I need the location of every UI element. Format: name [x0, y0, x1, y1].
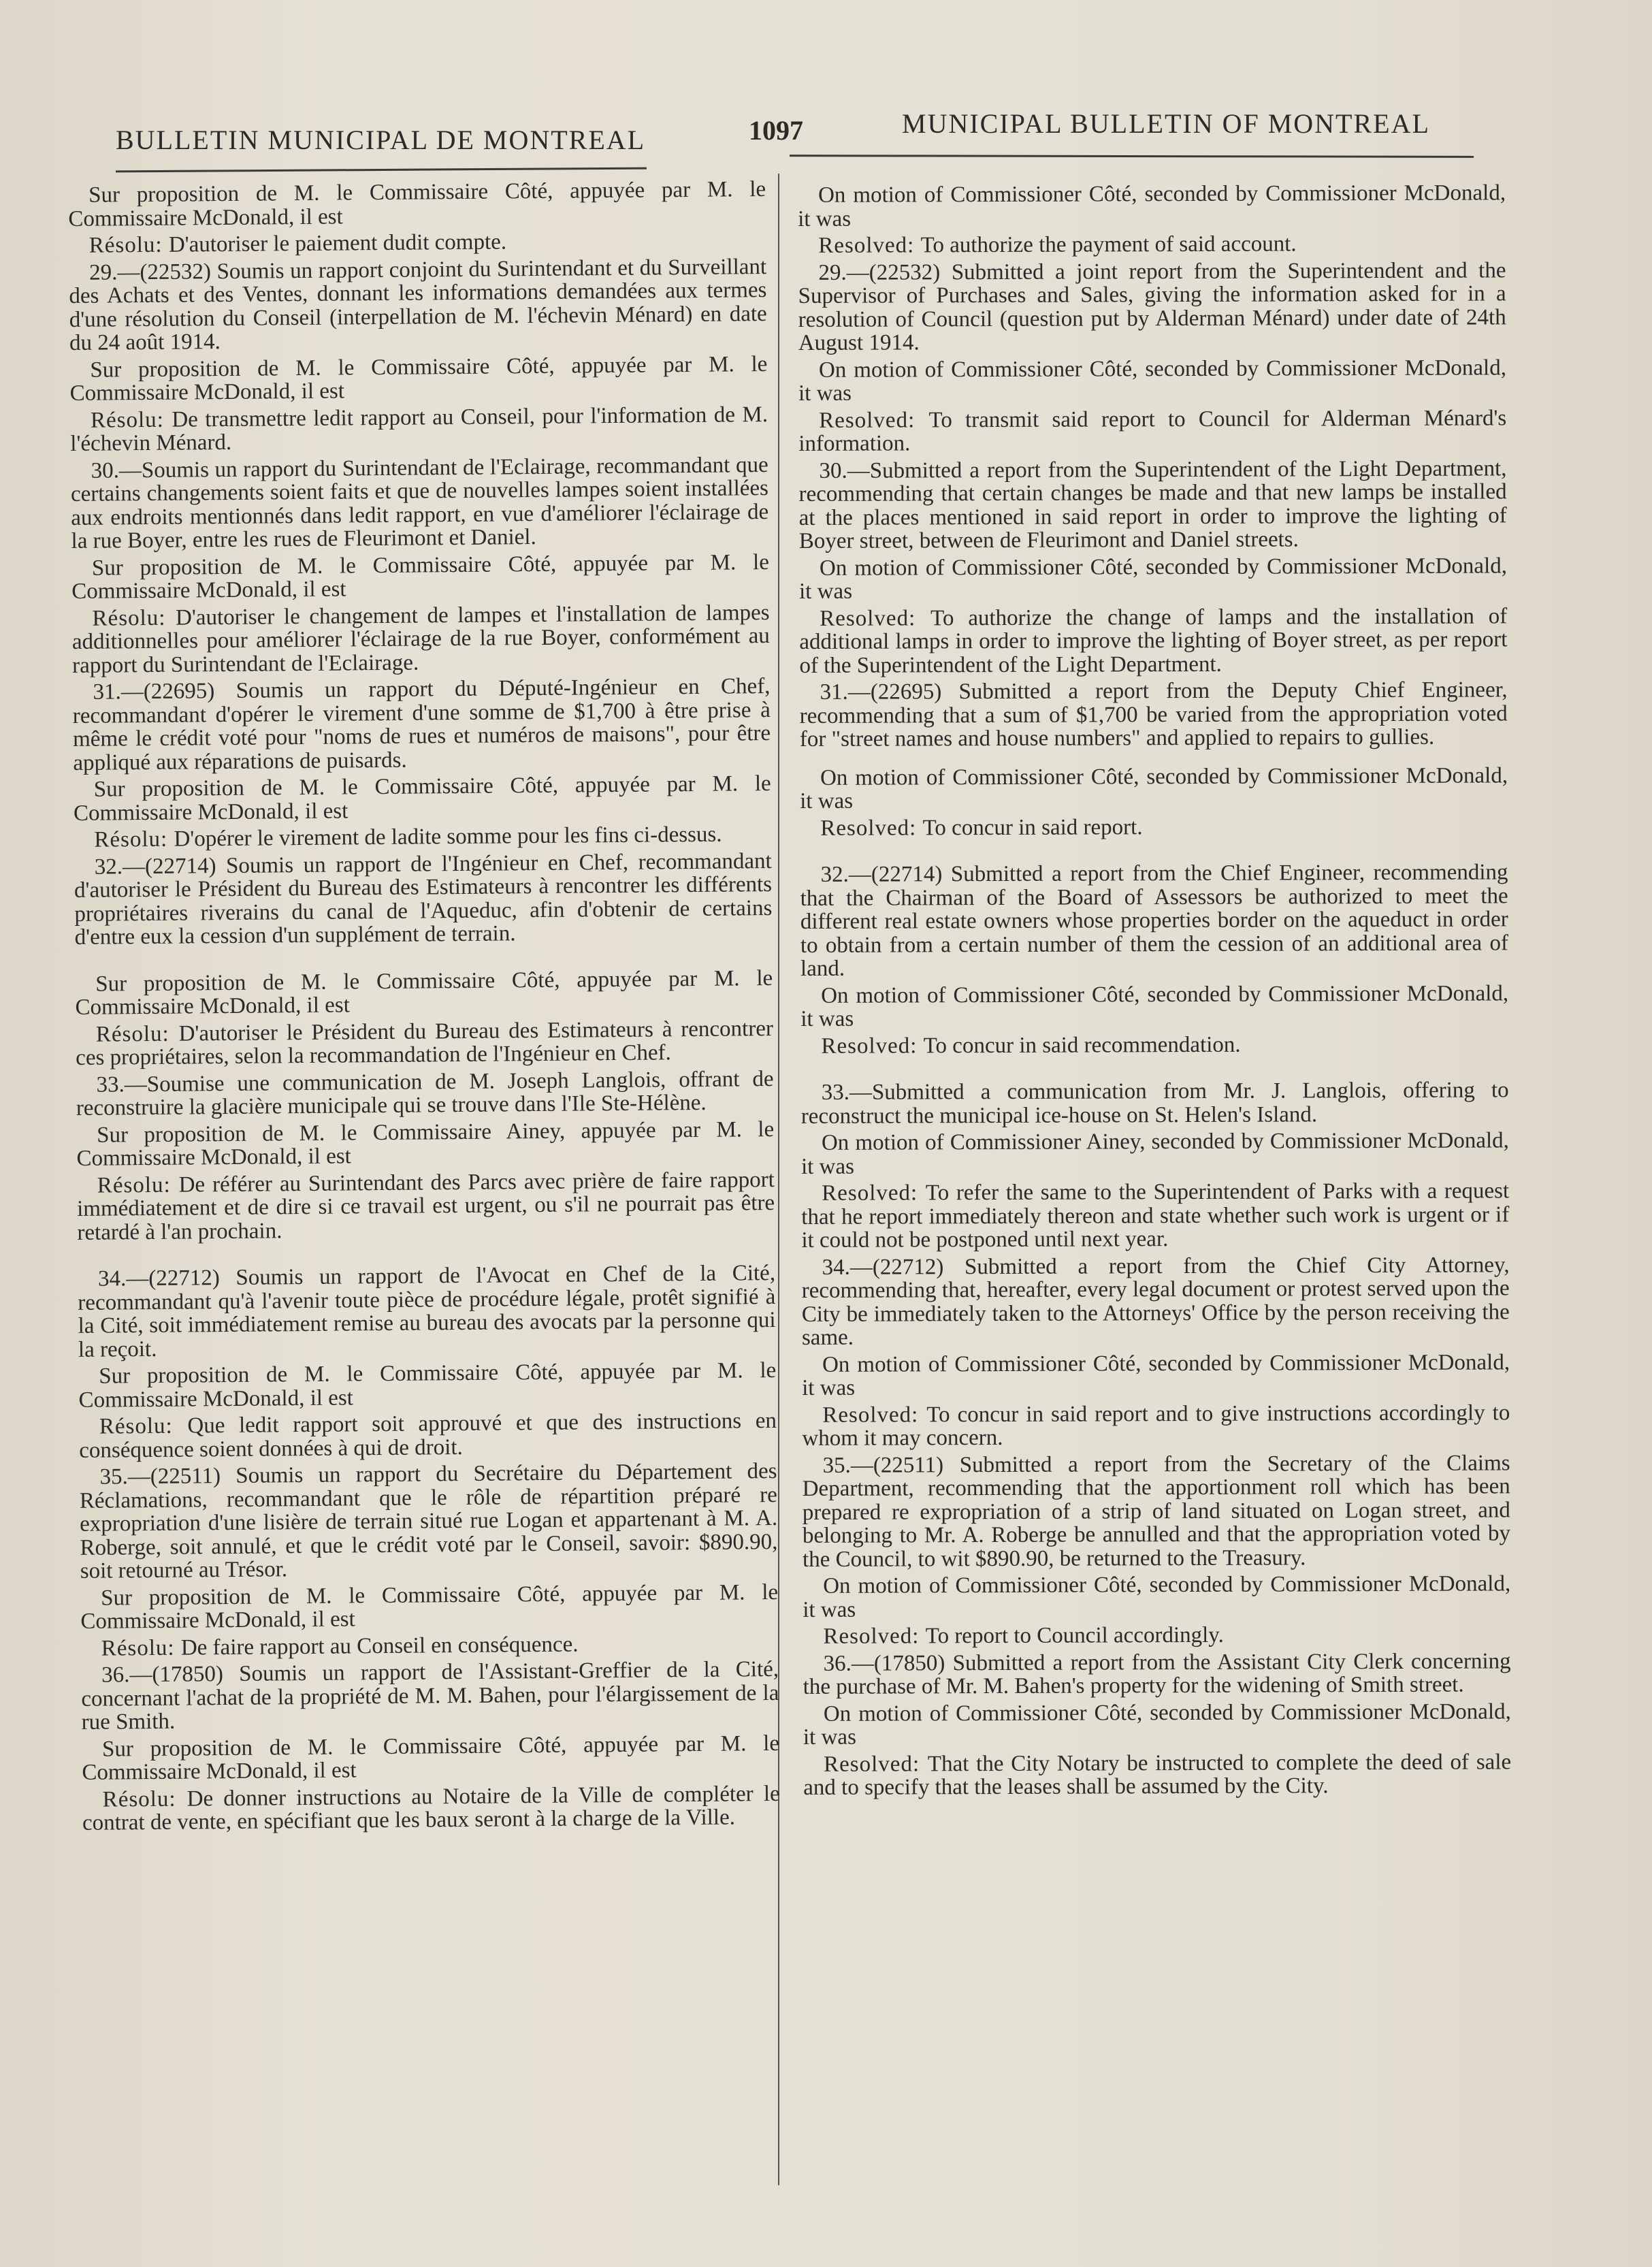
- french-paragraph: 32.—(22714) Soumis un rapport de l'Ingénieur en Chef, recommandant d'autoriser le Président du Bureau des Estimateurs à rencontrer les différents propriétaires riverains du canal de l'Aqueduc, afin d'obtenir de certains d'entre eux la cession d'un supplément de terrain.: [74, 848, 773, 950]
- resolution-label: Resolved:: [819, 407, 916, 433]
- resolution-label: Résolu:: [90, 407, 165, 433]
- french-paragraph: 36.—(17850) Soumis un rapport de l'Assistant-Greffier de la Cité, concernant l'achat de la propriété de M. M. Bahen, pour l'élargissement de la rue Smith.: [81, 1656, 779, 1735]
- resolution-label: Resolved:: [822, 1402, 919, 1428]
- french-paragraph: Sur proposition de M. le Commissaire Côté, appuyée par M. le Commissaire McDonald, il est: [80, 1579, 779, 1634]
- resolution-text: To report to Council accordingly.: [925, 1622, 1224, 1649]
- resolution-text: That the City Notary be instructed to complete the deed of sale and to specify that the leases shall be assumed by the City.: [803, 1749, 1512, 1800]
- resolution-label: Resolved:: [821, 1033, 918, 1059]
- french-paragraph: Sur proposition de M. le Commissaire Ainey, appuyée par M. le Commissaire McDonald, il est: [76, 1116, 775, 1171]
- french-paragraph: 33.—Soumise une communication de M. Joseph Langlois, offrant de reconstruire la glacière municipale qui se trouve dans l'Ile Ste-Hélène.: [76, 1066, 774, 1121]
- resolution-text: To transmit said report to Council for Alderman Ménard's information.: [798, 405, 1507, 456]
- resolution-text: De donner instructions au Notaire de la Ville de compléter le contrat de vente, en spécifiant que les baux seront à la charge de la Ville.: [82, 1781, 780, 1835]
- english-paragraph: 35.—(22511) Submitted a report from the Secretary of the Claims Department, recommending that the apportionment roll which has been prepared re expropriation of a strip of land situated on Logan street, and belonging to Mr. A. Roberge be annulled and that the appropriation voted by the Council, to wit $890.90, be returned to the Treasury.: [802, 1450, 1510, 1572]
- english-paragraph: 33.—Submitted a communication from Mr. J. Langlois, offering to reconstruct the municipal ice-house on St. Helen's Island.: [800, 1078, 1509, 1129]
- french-paragraph: Sur proposition de M. le Commissaire Côté, appuyée par M. le Commissaire McDonald, il est: [78, 1357, 777, 1413]
- english-paragraph: 30.—Submitted a report from the Superintendent of the Light Department, recommending that certain changes be made and that new lamps be installed at the places mentioned in said report in order to improve the lighting of Boyer street, between de Fleurimont and Daniel streets.: [798, 455, 1507, 553]
- page-header: [112, 102, 1474, 157]
- resolution-text: De transmettre ledit rapport au Conseil, pour l'information de M. l'échevin Ménard.: [70, 402, 768, 456]
- french-resolution: [81, 1630, 779, 1660]
- english-resolution: [798, 231, 1506, 257]
- english-paragraph: On motion of Commissioner Côté, seconded by Commissioner McDonald, it was: [803, 1699, 1511, 1750]
- french-paragraph: 29.—(22532) Soumis un rapport conjoint du Surintendant et du Surveillant des Achats et des Ventes, donnant les informations demandées aux termes d'une résolution du Conseil (interpellation de M. l'échevin Ménard) en date du 24 août 1914.: [69, 254, 767, 355]
- french-resolution: [69, 228, 766, 257]
- resolution-label: Resolved:: [822, 1180, 918, 1206]
- english-column: [798, 181, 1511, 1803]
- resolution-text: To concur in said report and to give instructions accordingly to whom it may concern.: [802, 1400, 1510, 1451]
- english-paragraph: On motion of Commissioner Côté, seconded by Commissioner McDonald, it was: [798, 180, 1506, 231]
- header-french-title: BULLETIN MUNICIPAL DE MONTREAL: [116, 125, 646, 155]
- header-english-title: MUNICIPAL BULLETIN OF MONTREAL: [902, 108, 1430, 139]
- english-paragraph: 36.—(17850) Submitted a report from the Assistant City Clerk concerning the purchase of Mr. M. Bahen's property for the widening of Smith street.: [803, 1648, 1511, 1699]
- resolution-text: De faire rapport au Conseil en conséquence.: [180, 1632, 579, 1660]
- resolution-text: To authorize the change of lamps and the installation of additional lamps in order to improve the lighting of Boyer street, as per report of the Superintendent of the Light Department.: [799, 603, 1508, 678]
- resolution-label: Résolu:: [102, 1786, 176, 1812]
- french-paragraph: 30.—Soumis un rapport du Surintendant de l'Eclairage, recommandant que certains changements soient faits et que de nouvelles lampes soient installées aux endroits mentionnés dans ledit rapport, en vue d'améliorer l'éclairage de la rue Boyer, entre les rues de Fleurimont et Daniel.: [70, 452, 769, 553]
- french-paragraph: Sur proposition de M. le Commissaire Côté, appuyée par M. le Commissaire McDonald, il est: [69, 351, 768, 406]
- english-resolution: [802, 1401, 1510, 1451]
- resolution-label: Résolu:: [99, 1413, 173, 1439]
- resolution-label: Résolu:: [101, 1635, 175, 1661]
- french-paragraph: Sur proposition de M. le Commissaire Côté, appuyée par M. le Commissaire McDonald, il est: [75, 965, 773, 1020]
- french-resolution: [82, 1782, 781, 1835]
- resolution-label: Résolu:: [92, 605, 166, 631]
- resolution-text: To concur in said report.: [922, 814, 1143, 840]
- english-resolution: [800, 814, 1508, 840]
- resolution-label: Resolved:: [820, 605, 916, 631]
- resolution-text: To refer the same to the Superintendent of Parks with a request that he report immediately thereon and state whether such work is urgent or if it could not be postponed until next year.: [801, 1178, 1510, 1253]
- french-paragraph: 31.—(22695) Soumis un rapport du Député-Ingénieur en Chef, recommandant d'opérer le virement d'une somme de $1,700 à être prise à même le crédit voté pour "noms de rues et numéros de maisons", pour être appliqué aux réparations de puisards.: [72, 674, 771, 775]
- resolution-label: Resolved:: [824, 1751, 920, 1777]
- french-column: [68, 178, 780, 1838]
- resolution-label: Resolved:: [818, 233, 915, 258]
- resolution-label: Résolu:: [95, 1021, 169, 1047]
- english-paragraph: On motion of Commissioner Ainey, seconded by Commissioner McDonald, it was: [800, 1128, 1509, 1179]
- english-paragraph: On motion of Commissioner Côté, seconded by Commissioner McDonald, it was: [798, 355, 1507, 406]
- resolution-label: Résolu:: [94, 826, 168, 852]
- english-paragraph: On motion of Commissioner Côté, seconded by Commissioner McDonald, it was: [802, 1349, 1510, 1400]
- english-paragraph: On motion of Commissioner Côté, seconded by Commissioner McDonald, it was: [800, 980, 1509, 1031]
- french-resolution: [76, 1017, 774, 1070]
- resolution-text: Que ledit rapport soit approuvé et que des instructions en conséquence soient données à qui de droit.: [79, 1408, 777, 1463]
- french-paragraph: 34.—(22712) Soumis un rapport de l'Avocat en Chef de la Cité, recommandant qu'à l'avenir toute pièce de procédure légale, protêt signifié à la Cité, soit immédiatement remise au bureau des avocats par la personne qui la reçoit.: [78, 1260, 776, 1362]
- french-resolution: [77, 1168, 775, 1244]
- french-paragraph: Sur proposition de M. le Commissaire Côté, appuyée par M. le Commissaire McDonald, il est: [68, 177, 766, 231]
- french-paragraph: Sur proposition de M. le Commissaire Côté, appuyée par M. le Commissaire McDonald, il est: [82, 1731, 780, 1785]
- resolution-text: To authorize the payment of said account.: [920, 231, 1297, 258]
- resolution-text: D'autoriser le changement de lampes et l'installation de lampes additionnelles pour améliorer l'éclairage de la rue Boyer, conformément au rapport du Surintendant de l'Eclairage.: [71, 600, 770, 678]
- english-resolution: [799, 605, 1507, 677]
- resolution-text: D'opérer le virement de ladite somme pour les fins ci-dessus.: [174, 822, 722, 852]
- french-paragraph: 35.—(22511) Soumis un rapport du Secrétaire du Département des Réclamations, recommandant que le rôle de répartition préparé re expropriation d'une lisière de terrain situé rue Logan et appartenant à M. A. Roberge, soit annulé, et que le crédit voté par le Conseil, savoir: $890.90, soit retourné au Trésor.: [79, 1458, 778, 1583]
- french-resolution: [74, 822, 771, 852]
- resolution-text: D'autoriser le paiement dudit compte.: [168, 229, 507, 257]
- page-number: 1097: [749, 115, 803, 146]
- english-resolution: [798, 406, 1506, 456]
- column-divider: [778, 174, 779, 2185]
- resolution-label: Résolu:: [88, 232, 163, 258]
- french-paragraph: Sur proposition de M. le Commissaire Côté, appuyée par M. le Commissaire McDonald, il est: [71, 549, 770, 604]
- english-resolution: [801, 1179, 1509, 1252]
- english-paragraph: On motion of Commissioner Côté, seconded by Commissioner McDonald, it was: [803, 1571, 1511, 1622]
- french-resolution: [71, 601, 770, 677]
- french-resolution: [70, 403, 768, 456]
- french-resolution: [79, 1409, 777, 1462]
- resolution-text: De référer au Surintendant des Parcs avec prière de faire rapport immédiatement et de dire si ce travail est urgent, ou s'il ne pourrait pas être retardé à l'an prochain.: [76, 1167, 775, 1245]
- english-paragraph: 31.—(22695) Submitted a report from the Deputy Chief Engineer, recommending that a sum of $1,700 be varied from the appropriation voted for "street names and house numbers" and applied to repairs to gullies.: [799, 677, 1508, 752]
- french-paragraph: Sur proposition de M. le Commissaire Côté, appuyée par M. le Commissaire McDonald, il est: [73, 771, 771, 826]
- english-resolution: [803, 1622, 1510, 1648]
- english-paragraph: On motion of Commissioner Côté, seconded by Commissioner McDonald, it was: [800, 762, 1508, 814]
- english-paragraph: On motion of Commissioner Côté, seconded by Commissioner McDonald, it was: [799, 553, 1508, 604]
- english-paragraph: 32.—(22714) Submitted a report from the Chief Engineer, recommending that the Chairman of the Board of Assessors be authorized to meet the different real estate owners whose properties border on the aqueduct in order to obtain from a certain number of them the cession of an additional area of land.: [800, 860, 1508, 981]
- english-paragraph: 29.—(22532) Submitted a joint report from the Superintendent and the Supervisor of Purchases and Sales, giving the information asked for in a resolution of Council (question put by Alderman Ménard) under date of 24th August 1914.: [798, 257, 1506, 355]
- english-paragraph: 34.—(22712) Submitted a report from the Chief City Attorney, recommending that, hereafter, every legal document or protest served upon the City be immediately taken to the Attorneys' Office by the person receiving the same.: [801, 1252, 1510, 1350]
- english-resolution: [800, 1032, 1508, 1058]
- resolution-label: Resolved:: [823, 1624, 920, 1649]
- header-rule-left: [116, 167, 647, 173]
- resolution-text: D'autoriser le Président du Bureau des Estimateurs à rencontrer ces propriétaires, selon la recommandation de l'Ingénieur en Chef.: [76, 1016, 774, 1070]
- english-resolution: [803, 1750, 1511, 1800]
- resolution-label: Résolu:: [97, 1172, 171, 1198]
- resolution-text: To concur in said recommendation.: [923, 1032, 1241, 1058]
- resolution-label: Resolved:: [820, 815, 917, 841]
- header-rule-right: [790, 155, 1474, 158]
